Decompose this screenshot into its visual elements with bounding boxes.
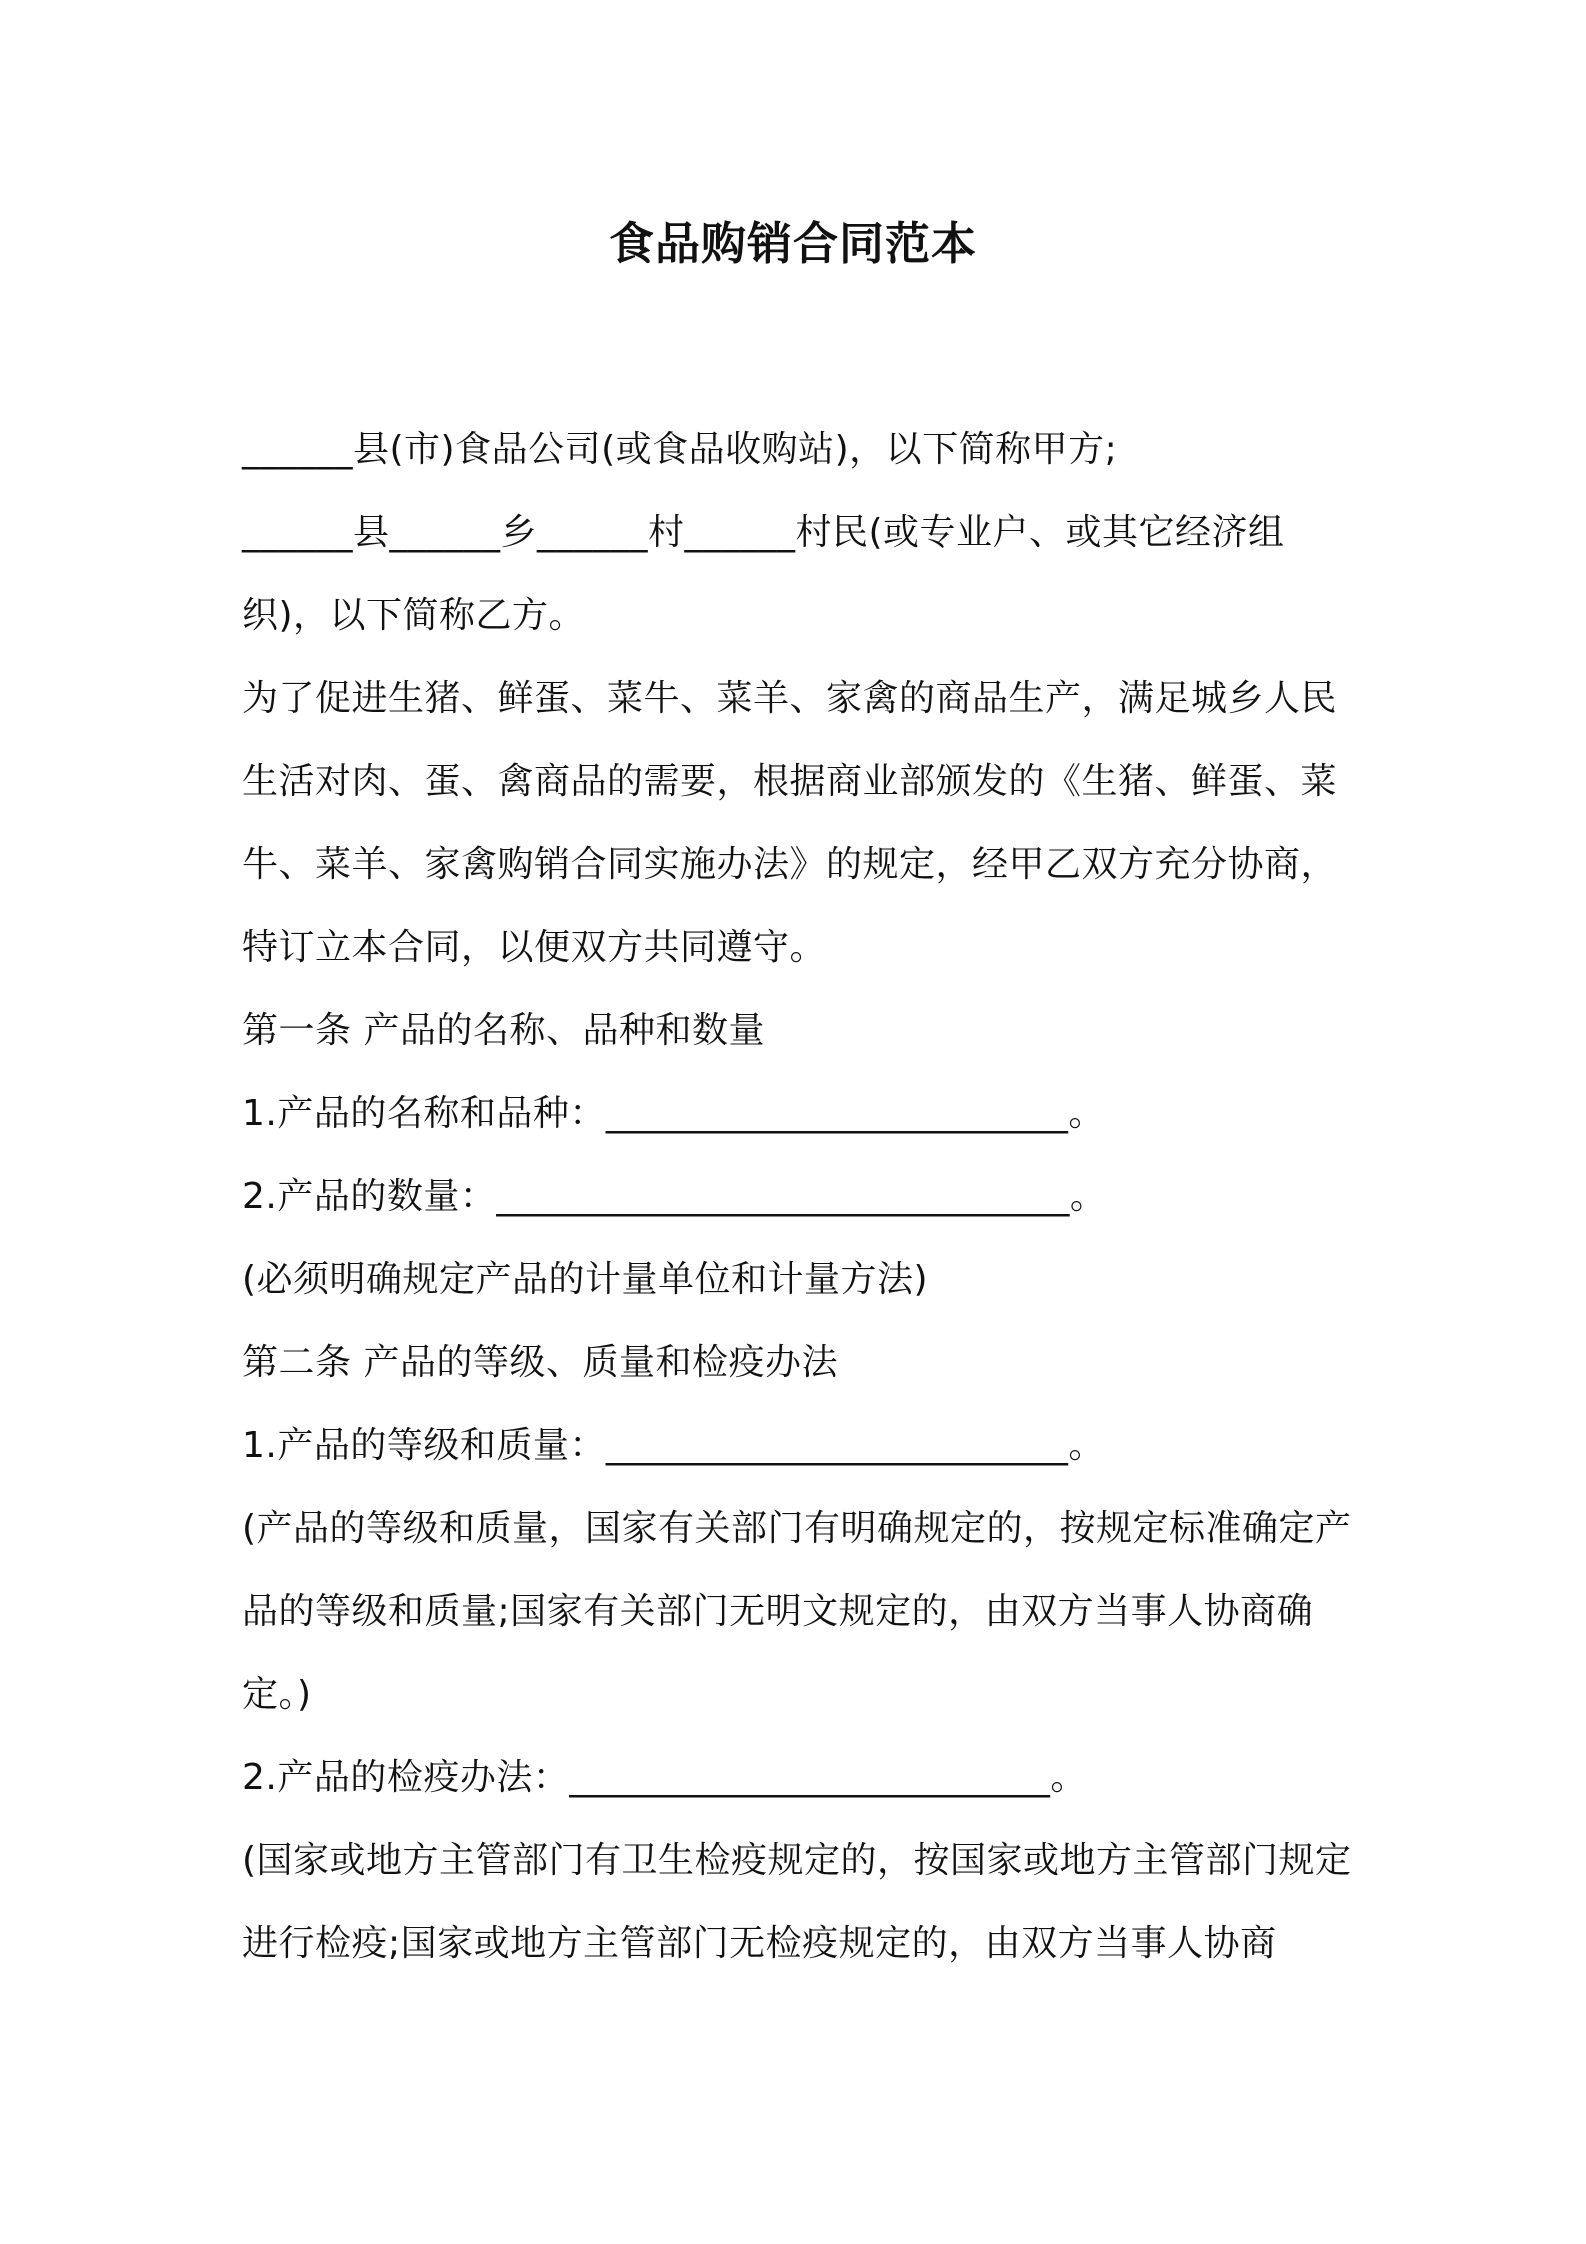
article-2-heading: 第二条 产品的等级、质量和检疫办法 <box>242 1342 838 1383</box>
article-2-item-2: 2.产品的检疫办法：__________________________。 <box>242 1757 1087 1798</box>
document-title: 食品购销合同范本 <box>608 217 977 270</box>
party-a-paragraph: ______县(市)食品公司(或食品收购站)，以下简称甲方; <box>242 429 1118 470</box>
article-2-note-1: (产品的等级和质量，国家有关部门有明确规定的，按规定标准确定产品的等级和质量;国家有关部门无明文规定的，由双方当事人协商确定。) <box>242 1508 1352 1715</box>
article-2-item-1: 1.产品的等级和质量：_________________________。 <box>242 1425 1105 1466</box>
article-1-item-2: 2.产品的数量：_______________________________。 <box>242 1176 1107 1217</box>
article-1-heading: 第一条 产品的名称、品种和数量 <box>242 1010 765 1051</box>
party-b-paragraph: ______县______乡______村______村民(或专业户、或其它经济组织)，以下简称乙方。 <box>242 512 1285 636</box>
document-body <box>242 408 1360 1985</box>
article-1-item-1: 1.产品的名称和品种：_________________________。 <box>242 1093 1105 1134</box>
preamble-paragraph: 为了促进生猪、鲜蛋、菜牛、菜羊、家禽的商品生产，满足城乡人民生活对肉、蛋、禽商品的需要，根据商业部颁发的《生猪、鲜蛋、菜牛、菜羊、家禽购销合同实施办法》的规定，经甲乙双方充分协商，特订立本合同，以便双方共同遵守。 <box>242 678 1338 968</box>
article-1-note: (必须明确规定产品的计量单位和计量方法) <box>242 1259 929 1300</box>
article-2-note-2: (国家或地方主管部门有卫生检疫规定的，按国家或地方主管部门规定进行检疫;国家或地方主管部门无检疫规定的，由双方当事人协商 <box>242 1840 1352 1964</box>
